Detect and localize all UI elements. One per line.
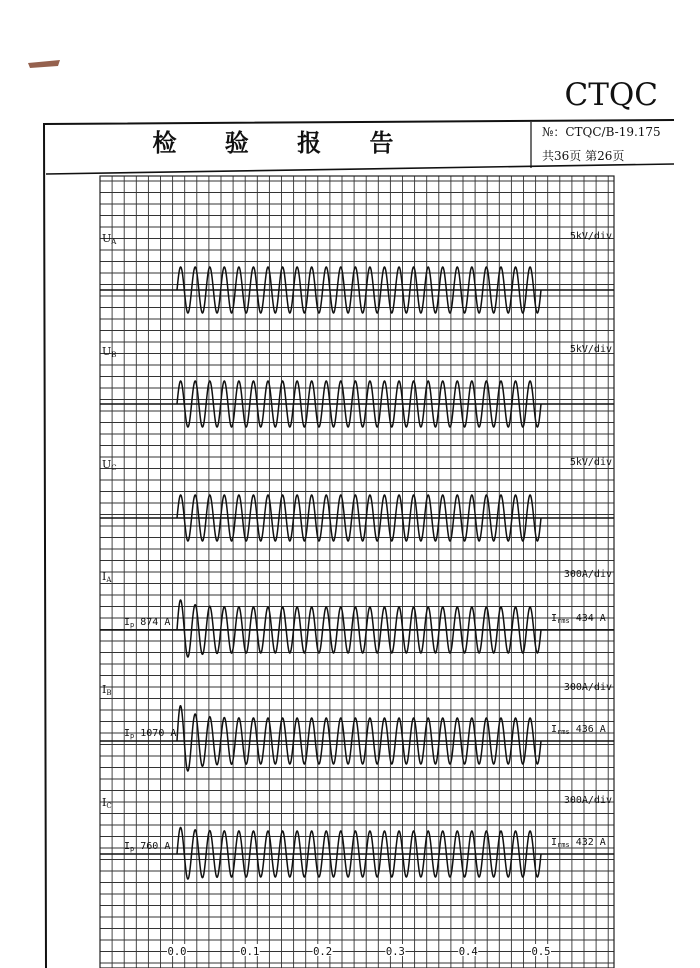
ub-channel-label: UB: [102, 345, 117, 359]
brand-logo: CTQC: [564, 77, 658, 113]
time-tick-label: 0.4: [458, 946, 478, 958]
ic-channel-label: IC: [102, 796, 112, 810]
time-tick-label: 0.0: [167, 946, 187, 958]
ub-scale: 5kV/div: [569, 344, 612, 355]
ic-rms-value: $I_{rms}$ 432 A: [551, 837, 606, 849]
uc-scale: 5kV/div: [569, 457, 612, 468]
time-tick-label: 0.2: [313, 946, 333, 958]
page-info: 共36页 第26页: [542, 149, 625, 163]
time-tick-label: 0.3: [385, 946, 405, 958]
ib-peak-value: $I_p$ 1070 A: [124, 728, 177, 740]
ic-scale: 300A/div: [563, 795, 612, 806]
ib-trace: [177, 706, 541, 771]
ia-rms-value: $I_{rms}$ 434 A: [551, 613, 606, 625]
time-tick-label: 0.5: [531, 946, 551, 958]
ua-scale: 5kV/div: [569, 231, 612, 242]
report-title: 检 验 报 告: [152, 128, 414, 157]
scan-mark: [28, 60, 60, 68]
ia-trace: [177, 600, 541, 657]
ic-peak-value: $I_p$ 760 A: [124, 841, 171, 853]
ib-channel-label: IB: [102, 683, 112, 697]
uc-channel-label: UC: [102, 458, 117, 472]
time-tick-label: 0.1: [240, 946, 260, 958]
oscillogram-traces: [100, 267, 614, 879]
ia-peak-value: $I_p$ 874 A: [124, 617, 171, 629]
ua-channel-label: UA: [102, 232, 117, 246]
ia-channel-label: IA: [102, 570, 112, 584]
time-axis: [167, 944, 551, 958]
ib-rms-value: $I_{rms}$ 436 A: [551, 724, 606, 736]
report-number: №：CTQC/B-19.175: [542, 125, 661, 139]
ib-scale: 300A/div: [563, 682, 612, 693]
ia-scale: 300A/div: [563, 569, 612, 580]
